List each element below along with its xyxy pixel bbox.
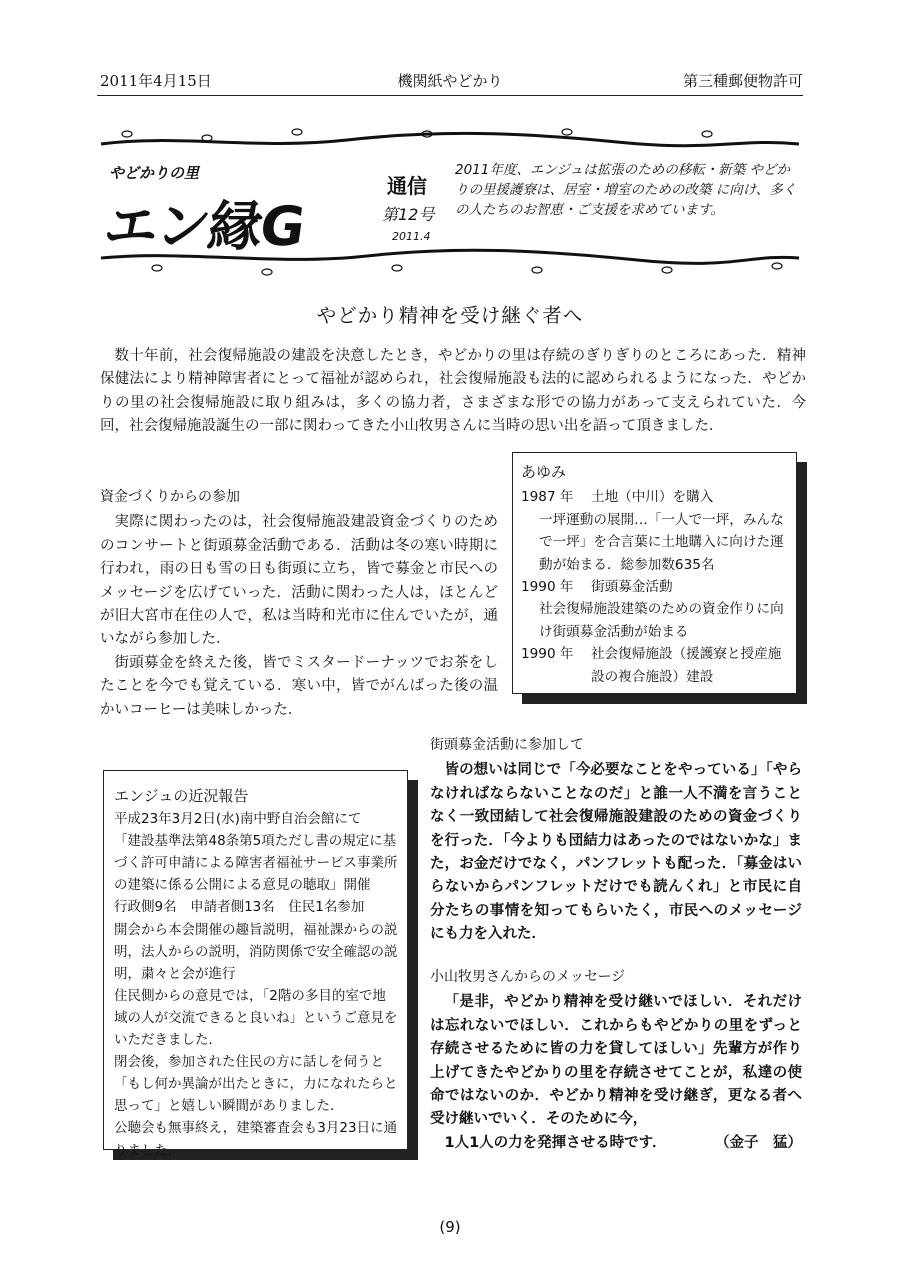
history-item	[521, 576, 796, 598]
history-title: 社会復帰施設（援護寮と授産施設の複合施設）建設	[591, 646, 782, 685]
header-date: 2011年4月15日	[100, 72, 212, 90]
banner-logo: エン縁G	[100, 195, 308, 258]
history-item	[521, 643, 796, 688]
paragraph: 「是非，やどかり精神を受け継いでほしい．それだけは忘れないでほしい．これからもやどかりの里をずっと存続させるために皆の力を貸してほしい」先輩方が作り上げてきたやどかりの里を存続させてことが，私達の使命ではないのか．やどかり精神を受け継ぎ，更なる者へ受け継いでいく．そのために今，	[430, 994, 802, 1128]
report-line: 「建設基準法第48条第5項ただし書の規定に基づく許可申請による障害者福祉サービス事業所の建築に係る公開による意見の聴取」開催	[114, 833, 398, 894]
banner-issue-date: 2011.4	[392, 230, 431, 243]
banner-message: 2011年度、エンジュは拡張のための移転・新築 やどかりの里援護寮は、居室・増室のための改築 に向け、多くの人たちのお智恵・ご支援を求めています。	[455, 162, 797, 218]
history-heading: あゆみ	[521, 463, 567, 481]
article-intro	[100, 345, 806, 439]
closing-line	[430, 1132, 802, 1155]
report-line: 開会から本会開催の趣旨説明，福祉課からの説明，法人からの説明，消防関係で安全確認の説明，粛々と会が進行	[114, 921, 398, 982]
history-box	[512, 452, 797, 694]
history-year: 1987 年	[521, 489, 574, 506]
banner-subtitle: やどかりの里	[109, 164, 200, 182]
section-heading: 資金づくりからの参加	[100, 489, 240, 505]
section-fundraising	[100, 486, 498, 722]
header-permit: 第三種郵便物許可	[682, 72, 803, 90]
report-heading: エンジュの近況報告	[114, 787, 249, 805]
newsletter-banner	[97, 120, 803, 280]
report-line: 住民側からの意見では，「2階の多目的室で地域の人が交流できると良いね」というご意見をいただきました．	[114, 987, 398, 1049]
report-line: 平成23年3月2日(水)南中野自治会館にて	[114, 811, 362, 828]
section-message	[430, 966, 802, 1155]
history-title: 街頭募金活動	[591, 579, 673, 596]
history-item	[521, 486, 796, 508]
author: （金子 猛）	[715, 1134, 802, 1151]
history-desc: 一坪運動の展開…「一人で一坪，みんなで一坪」を合言葉に土地購入に向けた運動が始まる．総参加数635名	[539, 511, 784, 573]
section-heading: 小山牧男さんからのメッセージ	[430, 969, 626, 985]
header-publication: 機関紙やどかり	[397, 72, 503, 90]
intro-paragraph: 数十年前，社会復帰施設の建設を決意したとき，やどかりの里は存続のぎりぎりのところにあった．精神保健法により精神障害者にとって福祉が認められ，社会復帰施設も法的に認められるようになった．やどかりの里の社会復帰施設に取り組みは，多くの協力者，さまざまな形での協力があって支えられていた．今回，社会復帰施設誕生の一部に関わってきた小山牧男さんに当時の思い出を語って頂きました．	[100, 348, 806, 435]
paragraph: 街頭募金を終えた後，皆でミスタードーナッツでお茶をしたことを今でも覚えている．寒い中，皆でがんばった後の温かいコーヒーは美味しかった．	[100, 654, 498, 718]
history-title: 土地（中川）を購入	[591, 489, 714, 506]
header-rule	[97, 95, 803, 96]
report-line: 行政側9名 申請者側13名 住民1名参加	[114, 899, 365, 916]
report-line: 公聴会も無事終え，建築審査会も3月23日に通りました．	[114, 1120, 398, 1159]
section-street-fundraising	[430, 734, 802, 947]
closing-text: 1人1人の力を発揮させる時です．	[444, 1134, 667, 1151]
page-number: (9)	[439, 1218, 461, 1236]
report-line: 閉会後，参加された住民の方に話しを伺うと「もし何か異論が出たときに，力になれたらと思って」と嬉しい瞬間がありました．	[114, 1054, 398, 1115]
paragraph: 実際に関わったのは，社会復帰施設建設資金づくりのためのコンサートと街頭募金活動である．活動は冬の寒い時期に行われ，雨の日も雪の日も街頭に立ち，皆で募金と市民へのメッセージを広げていった．活動に関わった人は，ほとんどが旧大宮市在住の人で，私は当時和光市に住んでいたが，通いながら参加した．	[100, 514, 498, 648]
paragraph: 皆の想いは同じで「今必要なことをやっている」「やらなければならないことなのだ」と誰一人不満を言うことなく一致団結して社会復帰施設建設のための資金づくりを行った．「今よりも団結力はあったのではないかな」また，お金だけでなく，パンフレットも配った．「募金はいらないからパンフレットだけでも読んくれ」と市民に自分たちの事情を知ってもらいたく，市民へのメッセージにも力を入れた．	[430, 762, 802, 943]
section-heading: 街頭募金活動に参加して	[430, 737, 584, 753]
banner-issue: 第12号	[382, 205, 435, 224]
history-desc: 社会復帰施設建築のための資金作りに向け街頭募金活動が始まる	[539, 601, 784, 640]
article-title: やどかり精神を受け継ぐ者へ	[316, 304, 584, 327]
history-year: 1990 年	[521, 646, 574, 663]
banner-tsushin: 通信	[387, 174, 427, 198]
status-report-box	[103, 770, 408, 1159]
history-year: 1990 年	[521, 579, 574, 596]
